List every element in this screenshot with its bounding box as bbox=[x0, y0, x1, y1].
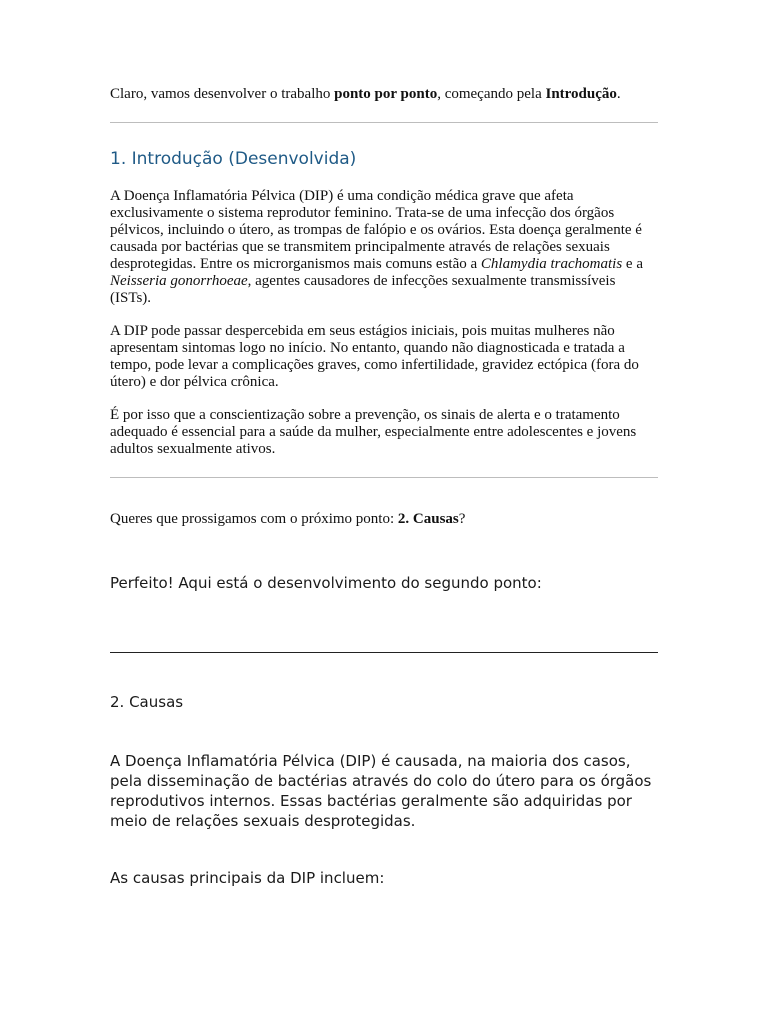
section2-paragraph-2: As causas principais da DIP incluem: bbox=[110, 869, 385, 887]
intro-line bbox=[110, 86, 658, 103]
intro-bold-2: Introdução bbox=[545, 86, 617, 102]
paragraph-text: , agentes causadores de infecções sexualmente transmissíveis (ISTs). bbox=[110, 273, 616, 306]
intro-bold-1: ponto por ponto bbox=[334, 86, 438, 102]
paragraph-text: A Doença Inflamatória Pélvica (DIP) é uma condição médica grave que afeta exclusivamente o sistema reprodutor feminino. Trata-se de uma infecção dos órgãos pélvicos, incluindo o útero, as trompas de falópio e os ovários. Esta doença geralmente é causada por bactérias que se transmitem principalmente através de relações sexuais desprotegidas. Entre os microrganismos mais comuns estão a bbox=[110, 188, 642, 272]
divider-3 bbox=[110, 652, 658, 653]
question-bold: 2. Causas bbox=[397, 511, 459, 527]
section1-paragraph-3: É por isso que a conscientização sobre a prevenção, os sinais de alerta e o tratamento adequado é essencial para a saúde da mulher, especialmente entre adolescentes e jovens adultos sexualmente ativos. bbox=[110, 407, 637, 457]
divider-2 bbox=[110, 477, 658, 478]
intro-text: Claro, vamos desenvolver o trabalho bbox=[110, 86, 335, 102]
paragraph-text: e a bbox=[622, 256, 643, 272]
intro-text-mid: , começando pela bbox=[437, 86, 546, 102]
question-end: ? bbox=[458, 511, 466, 527]
question-text: Queres que prossigamos com o próximo ponto: bbox=[110, 511, 398, 527]
section2-paragraph-1: A Doença Inflamatória Pélvica (DIP) é causada, na maioria dos casos, pela disseminação de bactérias através do colo do útero para os órgãos reprodutivos internos. Essas bactérias geralmente são adquiridas por meio de relações sexuais desprotegidas. bbox=[110, 752, 652, 830]
section1-heading: 1. Introdução (Desenvolvida) bbox=[110, 149, 357, 169]
reply-line: Perfeito! Aqui está o desenvolvimento do segundo ponto: bbox=[110, 574, 542, 592]
species-name-1: Chlamydia trachomatis bbox=[480, 256, 623, 272]
section1-paragraph-1 bbox=[110, 188, 658, 307]
divider-1 bbox=[110, 122, 658, 123]
section2-heading: 2. Causas bbox=[110, 693, 184, 711]
intro-text-end: . bbox=[616, 86, 621, 102]
question-line bbox=[110, 511, 658, 528]
section1-paragraph-2: A DIP pode passar despercebida em seus estágios iniciais, pois muitas mulheres não apresentam sintomas logo no início. No entanto, quando não diagnosticada e tratada a tempo, pode levar a complicações graves, como infertilidade, gravidez ectópica (fora do útero) e dor pélvica crônica. bbox=[110, 323, 639, 390]
species-name-2: Neisseria gonorrhoeae bbox=[110, 273, 248, 289]
